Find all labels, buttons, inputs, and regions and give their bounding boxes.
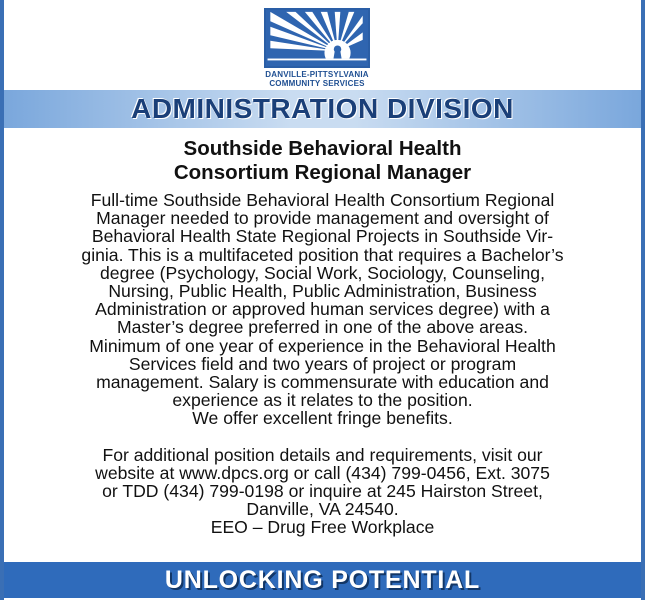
description-line: Master’s degree preferred in one of the above areas. xyxy=(116,317,529,338)
position-title xyxy=(8,137,637,185)
logo-caption-line1: DANVILLE-PITTSYLVANIA xyxy=(265,70,369,79)
description-line: We offer excellent fringe benefits. xyxy=(192,408,453,429)
description-line: ginia. This is a multifaceted position that requires a Bachelor’s xyxy=(81,244,564,265)
description-line: Manager needed to provide management and oversight of xyxy=(96,208,549,229)
paragraph-spacer xyxy=(8,428,637,446)
position-title-line1: Southside Behavioral Health xyxy=(183,137,462,160)
description-line: management. Salary is commensurate with education and xyxy=(96,372,549,393)
description-line: degree (Psychology, Social Work, Sociology, Counseling, xyxy=(100,262,545,283)
position-title-line2: Consortium Regional Manager xyxy=(173,161,472,184)
tagline-text: UNLOCKING POTENTIAL xyxy=(164,565,481,594)
contact-line: or TDD (434) 799-0198 or inquire at 245 Hairston Street, xyxy=(102,481,543,502)
contact-line: For additional position details and requirements, visit our xyxy=(102,444,543,465)
description-line: Services field and two years of project or program xyxy=(128,353,517,374)
organization-logo xyxy=(262,8,372,90)
logo-caption xyxy=(262,70,372,88)
description-line: Behavioral Health State Regional Projects in Southside Vir- xyxy=(91,226,554,247)
division-heading: ADMINISTRATION DIVISION xyxy=(131,93,514,124)
sunrise-keyhole-logo-icon xyxy=(264,8,370,68)
logo-caption-line2: COMMUNITY SERVICES xyxy=(269,79,365,88)
description-line: Nursing, Public Health, Public Administration, Business xyxy=(108,281,537,302)
description-line: Minimum of one year of experience in the Behavioral Health xyxy=(89,335,556,356)
description-line: Administration or approved human services degree) with a xyxy=(95,299,550,320)
division-banner xyxy=(4,90,641,128)
eeo-statement: EEO – Drug Free Workplace xyxy=(210,517,435,538)
contact-line: Danville, VA 24540. xyxy=(246,499,399,520)
contact-line: website at www.dpcs.org or call (434) 799-0456, Ext. 3075 xyxy=(95,462,550,483)
description-line: experience as it relates to the position. xyxy=(172,390,473,411)
tagline-banner xyxy=(4,562,641,598)
job-description xyxy=(8,191,637,537)
description-line: Full-time Southside Behavioral Health Consortium Regional xyxy=(90,190,555,210)
